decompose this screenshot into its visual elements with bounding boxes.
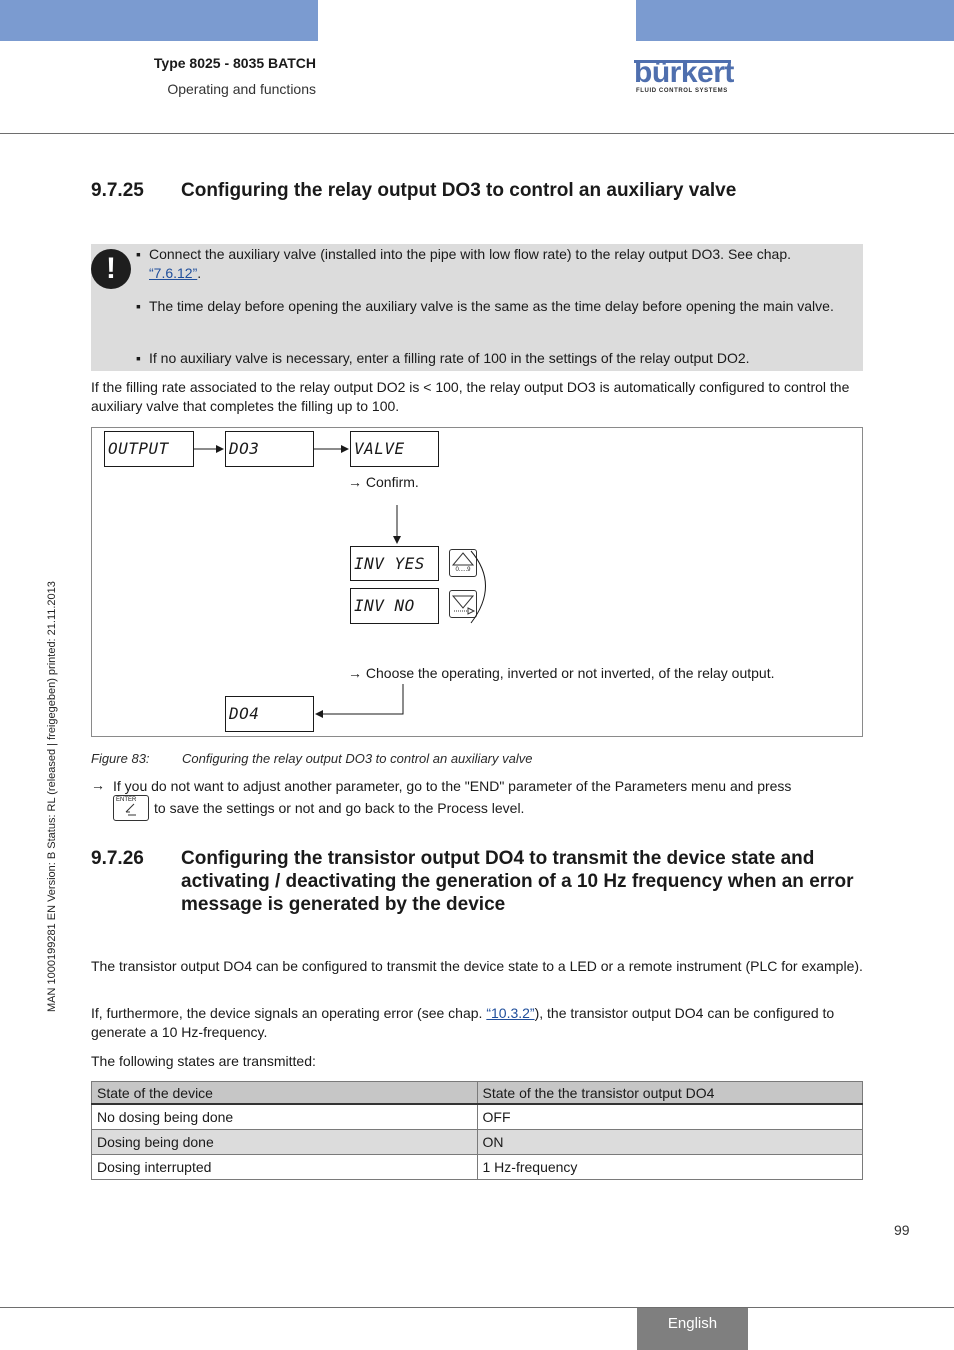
exclamation-icon: !: [91, 249, 131, 289]
display-do4: DO4: [225, 696, 314, 732]
note-text: Connect the auxiliary valve (installed into the pipe with low flow rate) to the relay output DO3. See chap.: [149, 246, 792, 262]
enter-key-label: ENTER: [116, 797, 137, 803]
table-row: [92, 1155, 863, 1180]
display-output: OUTPUT: [104, 431, 194, 467]
arrow-bullet-icon: →: [91, 777, 105, 793]
table-header-row: [92, 1082, 863, 1105]
section-number: 9.7.25: [91, 180, 144, 201]
paragraph-text: If, furthermore, the device signals an operating error (see chap.: [91, 1005, 487, 1021]
language-tab: English: [637, 1308, 748, 1350]
note-text-end: .: [197, 265, 202, 281]
display-inv-yes: INV YES: [350, 546, 439, 581]
paragraph: If the filling rate associated to the relay output DO2 is < 100, the relay output DO3 is automatically configured to control the auxiliary valve that completes the filling up to 100.: [91, 379, 850, 414]
document-subtitle: Operating and functions: [167, 81, 316, 97]
display-do3: DO3: [225, 431, 314, 467]
paragraph-text: ), the transistor output DO4 can be configured to generate a 10 Hz-frequency.: [91, 1005, 835, 1040]
burkert-logo: bürkert: [634, 56, 734, 89]
footer-rule: [0, 1307, 954, 1308]
digits-label: 0.....9: [455, 567, 471, 573]
paragraph: [91, 1004, 863, 1042]
column-header: State of the device: [92, 1082, 478, 1105]
section-heading: Configuring the transistor output DO4 to transmit the device state and activating / deactivating the generation of a 10 Hz frequency when an error message is generated by the device: [181, 848, 854, 915]
column-header: State of the the transistor output DO4: [477, 1082, 863, 1105]
note-text: The time delay before opening the auxiliary valve is the same as the time delay before opening the main valve.: [149, 298, 834, 314]
bullet-icon: ▪: [136, 246, 141, 262]
section-number: 9.7.26: [91, 848, 144, 869]
table-cell: ON: [477, 1130, 863, 1155]
table-row: [92, 1104, 863, 1130]
arrow-to-do4: [316, 684, 403, 714]
document-title: Type 8025 - 8035 BATCH: [153, 55, 316, 71]
toggle-bracket: [471, 551, 486, 623]
bullet-icon: ▪: [136, 350, 141, 366]
display-inv-no: INV NO: [350, 588, 439, 624]
choose-note: → Choose the operating, inverted or not inverted, of the relay output.: [348, 665, 775, 681]
table-cell: 1 Hz-frequency: [477, 1155, 863, 1180]
figure-label: Figure 83:: [91, 751, 150, 766]
enter-key-icon: [113, 795, 149, 821]
hand-press-icon: [114, 796, 148, 820]
chapter-link[interactable]: “10.3.2”: [486, 1005, 535, 1021]
bullet-icon: ▪: [136, 298, 141, 314]
figure-caption: Configuring the relay output DO3 to control an auxiliary valve: [182, 751, 533, 766]
instruction-text-2: to save the settings or not and go back to the Process level.: [154, 800, 525, 816]
display-valve: VALVE: [350, 431, 439, 467]
table-cell: No dosing being done: [92, 1104, 478, 1130]
paragraph: The following states are transmitted:: [91, 1053, 316, 1069]
section-heading: Configuring the relay output DO3 to control an auxiliary valve: [181, 180, 737, 201]
instruction-text: If you do not want to adjust another parameter, go to the "END" parameter of the Parameters menu and press: [113, 778, 792, 794]
table-cell: Dosing being done: [92, 1130, 478, 1155]
table-row: [92, 1130, 863, 1155]
note-text: If no auxiliary valve is necessary, enter a filling rate of 100 in the settings of the relay output DO2.: [149, 350, 750, 366]
page-number: 99: [894, 1222, 910, 1238]
document-meta: MAN 1000199281 EN Version: B Status: RL (released | freigegeben) printed: 21.11.2013: [46, 581, 58, 1012]
confirm-note: → Confirm.: [348, 474, 419, 490]
paragraph: The transistor output DO4 can be configured to transmit the device state to a LED or a remote instrument (PLC for example).: [91, 958, 863, 974]
states-table: [91, 1081, 863, 1180]
table-cell: OFF: [477, 1104, 863, 1130]
logo-tagline: FLUID CONTROL SYSTEMS: [636, 88, 728, 94]
chapter-link[interactable]: “7.6.12”: [149, 265, 198, 281]
table-cell: Dosing interrupted: [92, 1155, 478, 1180]
